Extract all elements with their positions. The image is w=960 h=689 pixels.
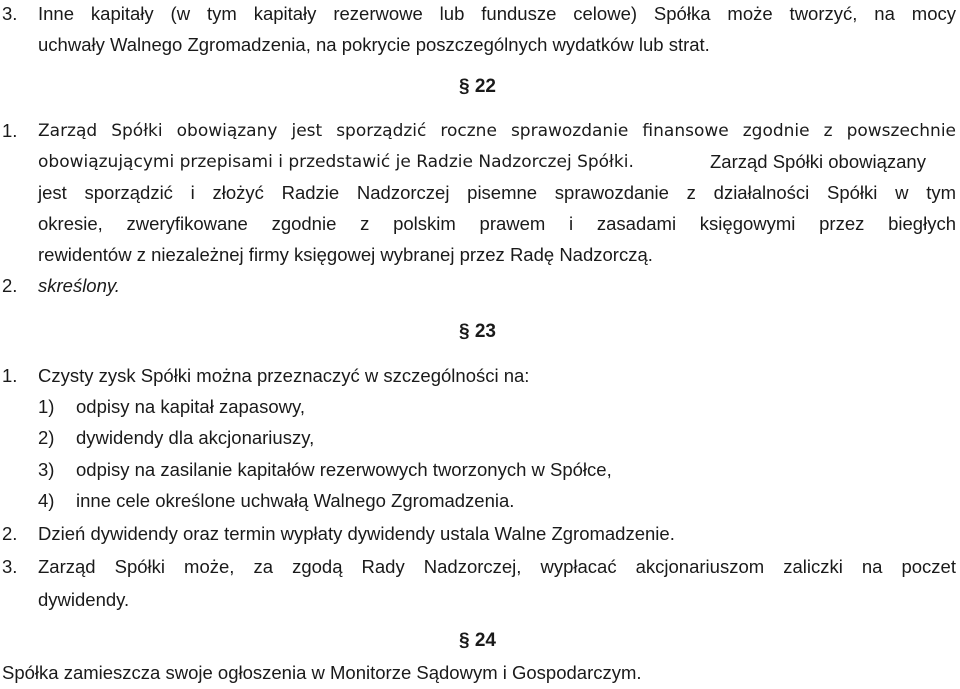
subitem-number: 1) bbox=[38, 396, 55, 417]
item-number: 2. bbox=[2, 523, 18, 544]
item-number: 2. bbox=[2, 275, 18, 296]
paragraph-line: jest sporządzić i złożyć Radzie Nadzorczej pisemne sprawozdanie z działalności Spółki w tym bbox=[38, 182, 956, 203]
paragraph-line: rewidentów z niezależnej firmy księgowej wybranej przez Radę Nadzorczą. bbox=[38, 244, 653, 265]
section-heading-24: § 24 bbox=[459, 630, 496, 651]
item-number: 3. bbox=[2, 3, 18, 24]
paragraph-line: Zarząd Spółki obowiązany bbox=[710, 151, 926, 172]
subitem-number: 2) bbox=[38, 427, 55, 448]
paragraph-line: Spółka zamieszcza swoje ogłoszenia w Monitorze Sądowym i Gospodarczym. bbox=[2, 662, 642, 683]
item-number: 3. bbox=[2, 556, 18, 577]
paragraph-line: uchwały Walnego Zgromadzenia, na pokrycie poszczególnych wydatków lub strat. bbox=[38, 34, 710, 55]
subitem-number: 3) bbox=[38, 459, 55, 480]
subitem-text: odpisy na zasilanie kapitałów rezerwowych tworzonych w Spółce, bbox=[76, 459, 612, 480]
deleted-note: skreślony. bbox=[38, 275, 120, 296]
paragraph-line: Inne kapitały (w tym kapitały rezerwowe lub fundusze celowe) Spółka może tworzyć, na mocy bbox=[38, 3, 956, 24]
paragraph-line: dywidendy. bbox=[38, 589, 130, 610]
paragraph-line: Czysty zysk Spółki można przeznaczyć w szczególności na: bbox=[38, 365, 530, 386]
item-number: 1. bbox=[2, 120, 18, 141]
subitem-text: odpisy na kapitał zapasowy, bbox=[76, 396, 305, 417]
subitem-number: 4) bbox=[38, 490, 55, 511]
item-number: 1. bbox=[2, 365, 18, 386]
paragraph-line: Dzień dywidendy oraz termin wypłaty dywidendy ustala Walne Zgromadzenie. bbox=[38, 523, 675, 544]
subitem-text: inne cele określone uchwałą Walnego Zgromadzenia. bbox=[76, 490, 515, 511]
paragraph-line: okresie, zweryfikowane zgodnie z polskim prawem i zasadami księgowymi przez biegłych bbox=[38, 213, 956, 234]
section-heading-23: § 23 bbox=[459, 321, 496, 342]
paragraph-line: Zarząd Spółki obowiązany jest sporządzić roczne sprawozdanie finansowe zgodnie z powszechnie bbox=[38, 121, 956, 141]
section-heading-22: § 22 bbox=[459, 76, 496, 97]
paragraph-line: Zarząd Spółki może, za zgodą Rady Nadzorczej, wypłacać akcjonariuszom zaliczki na poczet bbox=[38, 556, 956, 577]
paragraph-line: obowiązującymi przepisami i przedstawić je Radzie Nadzorczej Spółki. bbox=[38, 152, 634, 172]
subitem-text: dywidendy dla akcjonariuszy, bbox=[76, 427, 315, 448]
